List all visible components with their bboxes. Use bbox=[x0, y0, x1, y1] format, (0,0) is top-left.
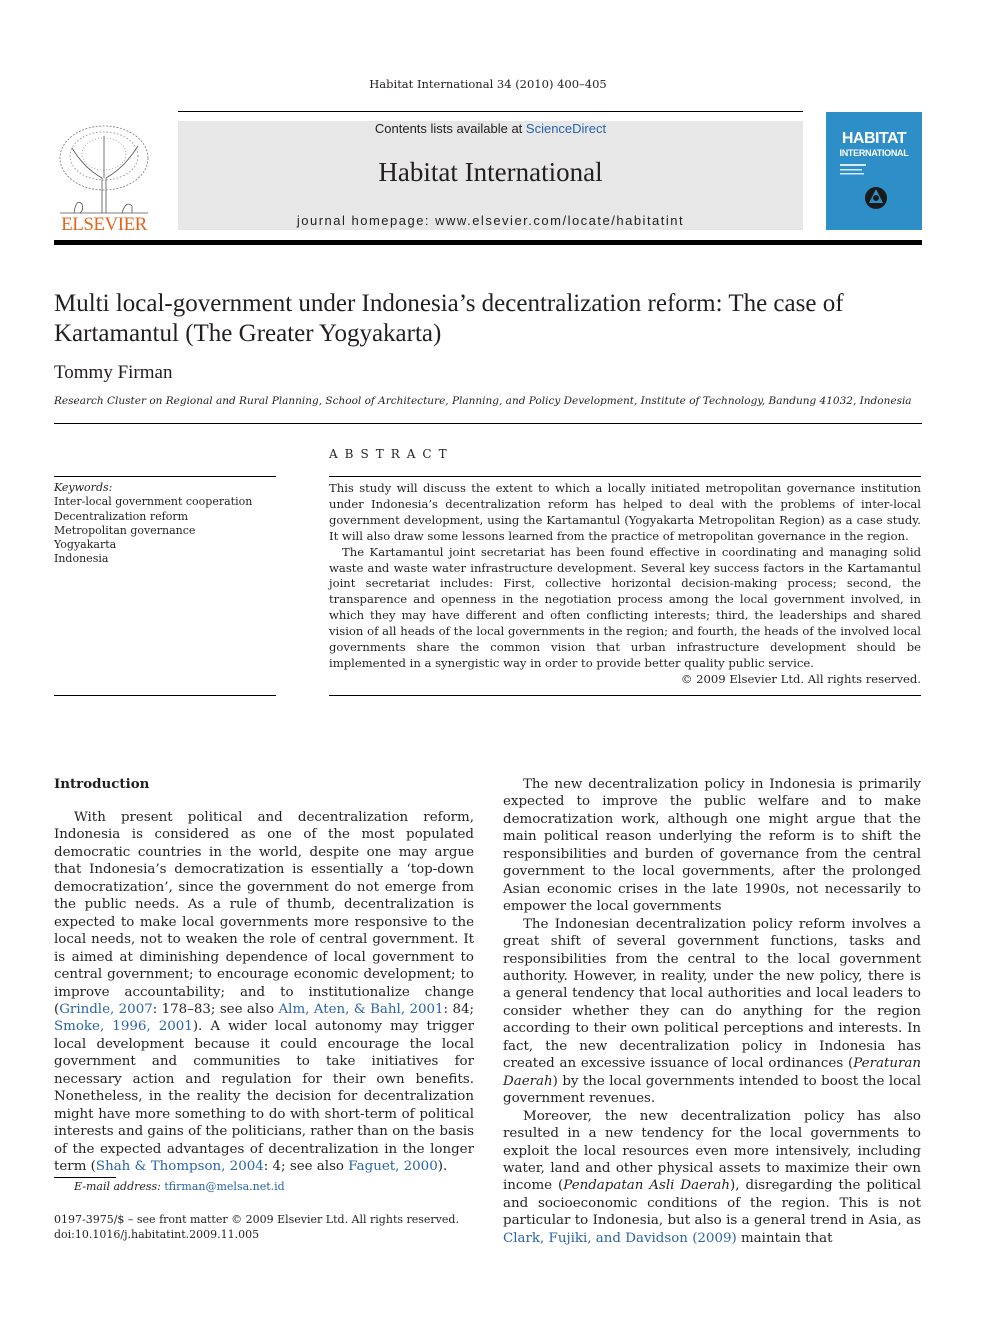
cover-title-line2: INTERNATIONAL bbox=[839, 148, 909, 158]
body-paragraph bbox=[54, 809, 474, 1176]
doi-line[interactable]: doi:10.1016/j.habitatint.2009.11.005 bbox=[54, 1228, 260, 1241]
journal-homepage[interactable]: journal homepage: www.elsevier.com/locate/habitatint bbox=[296, 213, 685, 228]
section-heading-introduction: Introduction bbox=[54, 776, 150, 792]
text-run: maintain that bbox=[736, 1230, 833, 1246]
text-run: With present political and decentralization reform, Indonesia is considered as one of the most populated democratic countries in the world, despite one may argue that Indonesia’s democratization is essentially a ‘top-down democratization’, since the government do not emerge from the public needs. As a rule of thumb, decentralization is expected to make local governments more responsive to the local needs, not to weaken the role of central government. It is aimed at diminishing dependence of local government to central government; to encourage economic development; to improve accountability; and to institutionalize change ( bbox=[54, 810, 474, 1017]
italic-term: Pendapatan Asli Daerah bbox=[563, 1178, 731, 1194]
abstract-heading: ABSTRACT bbox=[329, 447, 454, 461]
keywords-block bbox=[54, 481, 276, 567]
keyword-item: Yogyakarta bbox=[54, 538, 117, 552]
citation-link[interactable]: Faguet, 2000 bbox=[348, 1159, 438, 1175]
running-citation: Habitat International 34 (2010) 400–405 bbox=[369, 77, 607, 91]
abstract-paragraph: The Kartamantul joint secretariat has been found effective in coordinating and managing solid waste and waste water infrastructure development. Several key success factors in the Kartamantul joint secretariat includes: First, collective horizontal decision-making process; second, the transparence and openness in the negotiation process among the local government involved, in which they may have different and often conflicting interests; third, the leaderships and shared vision of all heads of the local governments in the region; and fourth, the heads of the involved local governments share the common vision that urban infrastructure development should be implemented in a synergistic way in order to provide better quality public service. bbox=[329, 544, 921, 670]
text-run: Moreover, the new decentralization policy has also resulted in a new tendency for the local governments to exploit the local resources even more intensively, including water, land and other physical assets to maximize their own income ( bbox=[503, 1108, 921, 1194]
text-run: : 4; see also bbox=[263, 1159, 349, 1175]
citation-link[interactable]: Smoke, 1996, 2001 bbox=[54, 1019, 193, 1035]
footnote-rule bbox=[54, 1177, 116, 1178]
contents-line bbox=[178, 121, 803, 136]
keyword-item: Metropolitan governance bbox=[54, 523, 196, 537]
body-paragraph bbox=[503, 1108, 921, 1248]
issn-line: 0197-3975/$ – see front matter © 2009 Elsevier Ltd. All rights reserved. bbox=[54, 1213, 459, 1226]
cover-title-line1: HABITAT bbox=[841, 130, 907, 147]
body-column-left bbox=[54, 809, 474, 1176]
author-email-footnote bbox=[74, 1180, 285, 1193]
citation-link[interactable]: Shah & Thompson, 2004 bbox=[95, 1159, 264, 1175]
body-column-right bbox=[503, 776, 921, 1247]
italic-term: Peraturan Daerah bbox=[503, 1056, 921, 1089]
body-paragraph: The new decentralization policy in Indonesia is primarily expected to improve the public welfare and to make democratization work, although one might argue that the main political reason underlying the reform is to shift the responsibilities and burden of governance from the central government to the local governments, after the prolonged Asian economic crises in the late 1990s, not necessarily to empower the local governments bbox=[503, 777, 921, 915]
journal-cover-thumbnail[interactable] bbox=[826, 112, 922, 230]
journal-header-band bbox=[178, 121, 803, 230]
keyword-item: Decentralization reform bbox=[54, 509, 189, 523]
tree-icon bbox=[60, 126, 148, 213]
elsevier-wordmark: ELSEVIER bbox=[61, 214, 147, 234]
cover-emblem-icon bbox=[834, 162, 914, 226]
issn-doi-block bbox=[54, 1212, 459, 1242]
text-run: The Indonesian decentralization policy reform involves a great shift of several government functions, tasks and responsibilities from the central to the local government authority. However, in reality, under the new policy, there is a general tendency that local authorities and local leaders to consider whether they can do anything for the region according to their own political perceptions and interests. In fact, the new decentralization policy in Indonesia has created an excessive issuance of local ordinances ( bbox=[503, 916, 921, 1072]
body-paragraph bbox=[503, 916, 921, 1108]
article-author[interactable]: Tommy Firman bbox=[54, 362, 173, 383]
citation-link[interactable]: Grindle, 2007 bbox=[59, 1001, 153, 1017]
keyword-item: Indonesia bbox=[54, 552, 109, 566]
contents-prefix: Contents lists available at bbox=[374, 121, 526, 136]
keywords-rule-top bbox=[54, 476, 276, 477]
abstract-rule-bottom bbox=[329, 695, 921, 696]
abstract-paragraph: This study will discuss the extent to which a locally initiated metropolitan governance institution under Indonesia’s decentralization reform has helped to deal with the problems of inter-local government development, using the Kartamantul (Yogyakarta Metropolitan Region) as a case study. It will also draw some lessons learned from the practice of metropolitan governance in the region. bbox=[329, 481, 921, 543]
text-run: ) by the local governments intended to boost the local government revenues. bbox=[503, 1073, 921, 1107]
sciencedirect-link[interactable]: ScienceDirect bbox=[525, 121, 607, 136]
abstract-rule-top bbox=[329, 476, 921, 477]
journal-title: Habitat International bbox=[378, 157, 603, 187]
article-title: Multi local-government under Indonesia’s decentralization reform: The case of Kartamantul (The Greater Yogyakarta) bbox=[54, 290, 844, 347]
header-rule bbox=[178, 111, 803, 112]
header-thick-rule bbox=[54, 240, 922, 245]
text-run: ), disregarding the political and socioeconomic conditions of the region. This is not particular to Indonesia, but also is a general trend in Asia, as bbox=[503, 1178, 921, 1229]
elsevier-tree-logo[interactable] bbox=[54, 118, 154, 234]
text-run: : 178–83; see also bbox=[152, 1001, 279, 1017]
email-link[interactable]: tfirman@melsa.net.id bbox=[164, 1180, 285, 1193]
keyword-item: Inter-local government cooperation bbox=[54, 495, 253, 509]
text-run: ). A wider local autonomy may trigger local development because it could encourage the local government and communities to take initiatives for necessary action and regulation for their own benefits. Nonetheless, in the reality the decision for decentralization might have more something to do with short-term of political interests and gains of the politicians, rather than on the basis of the expected advantages of decentralization in the longer term ( bbox=[54, 1019, 474, 1175]
keywords-label: Keywords: bbox=[54, 481, 113, 494]
email-label: E-mail address: bbox=[74, 1180, 161, 1193]
author-affiliation: Research Cluster on Regional and Rural Planning, School of Architecture, Planning, and Policy Development, Institute of Technology, Bandung 41032, Indonesia bbox=[54, 395, 912, 407]
citation-link[interactable]: Clark, Fujiki, and Davidson (2009) bbox=[503, 1230, 737, 1246]
citation-link[interactable]: Alm, Aten, & Bahl, 2001 bbox=[278, 1001, 444, 1017]
abstract-body bbox=[329, 481, 921, 688]
abstract-copyright: © 2009 Elsevier Ltd. All rights reserved. bbox=[680, 671, 921, 686]
text-run: ). bbox=[437, 1159, 448, 1175]
keywords-rule-bottom bbox=[54, 695, 276, 696]
text-run: : 84; bbox=[443, 1001, 474, 1017]
affiliation-rule bbox=[54, 423, 922, 424]
